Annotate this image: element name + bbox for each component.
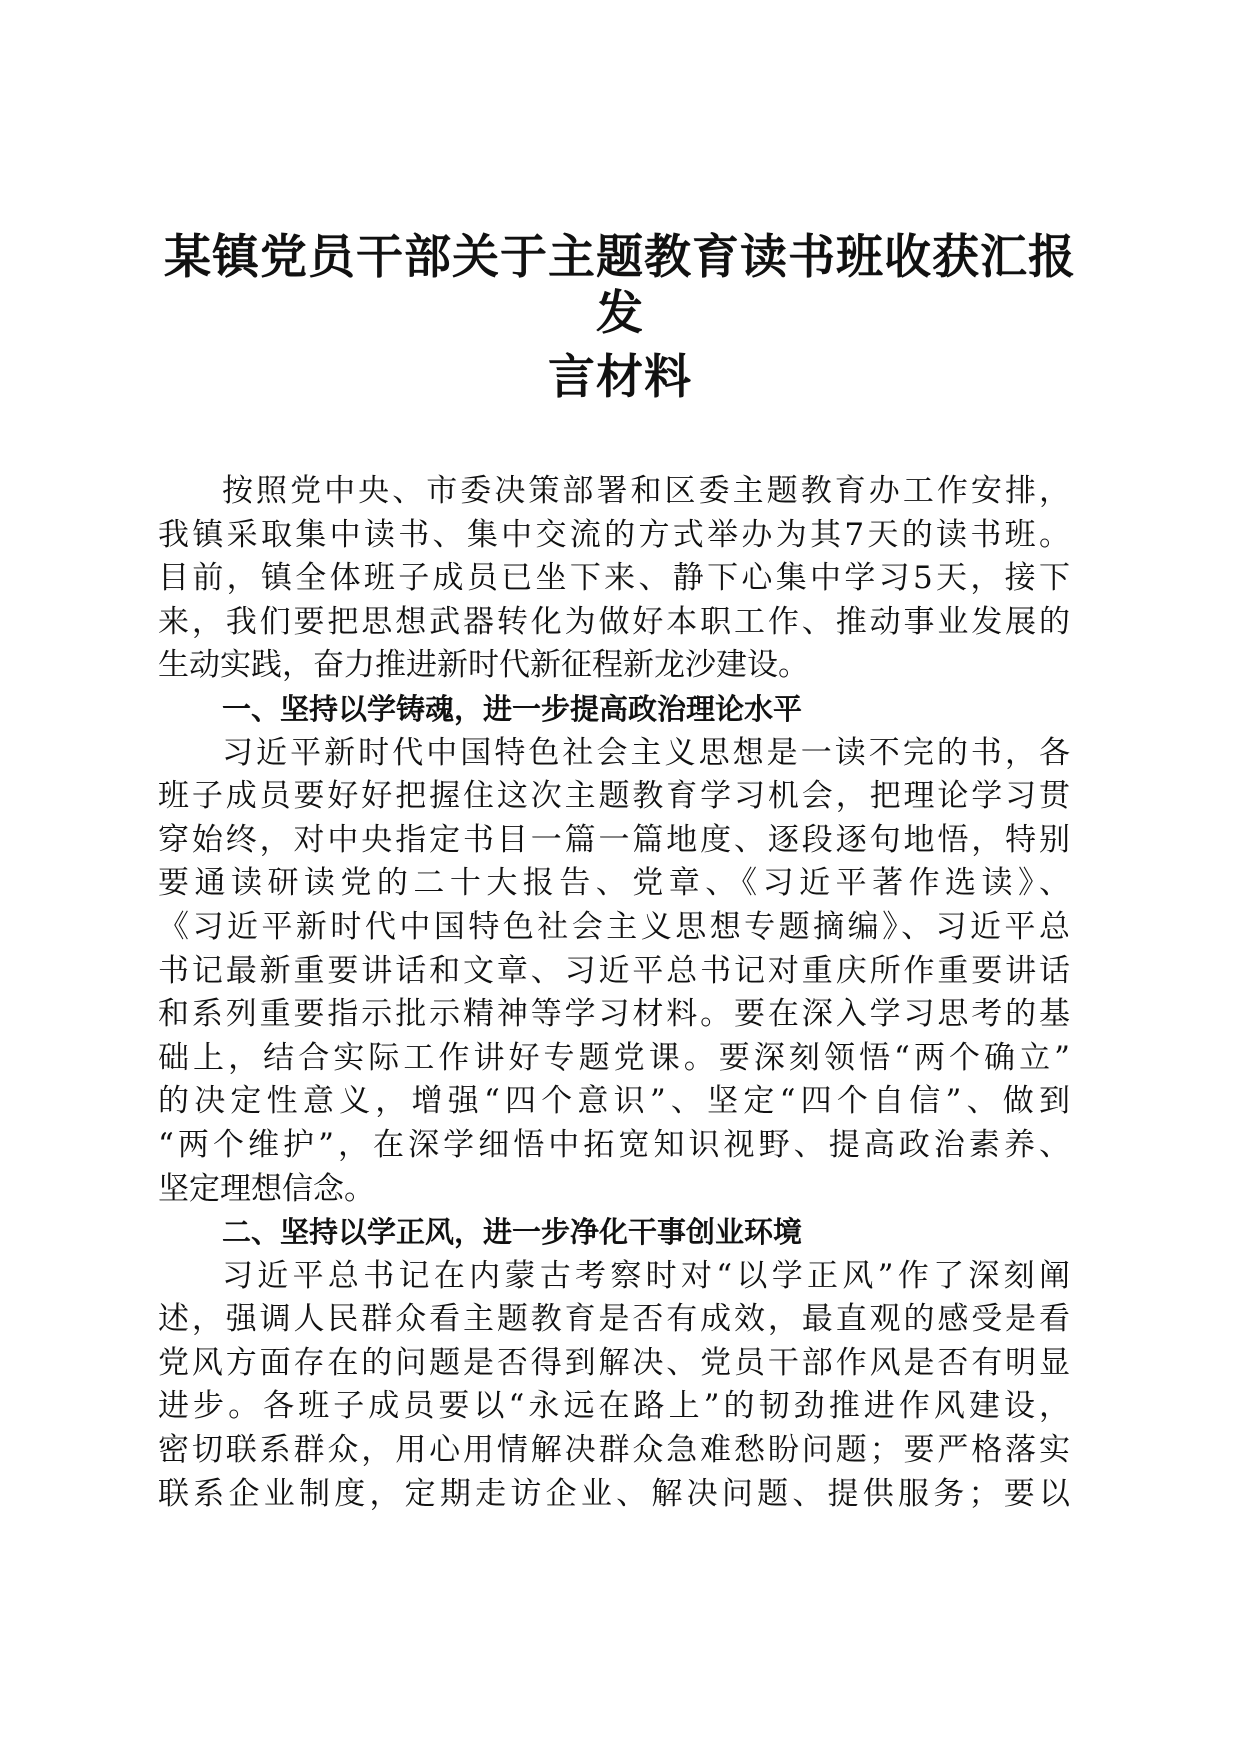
paragraph-1-line: 按照党中央、市委决策部署和区委主题教育办工作安排， [222,473,1070,509]
paragraph-2-line: 础上，结合实际工作讲好专题党课。要深刻领悟“两个确立” [158,1039,1070,1076]
paragraph-2-line: “两个维护”，在深学细悟中拓宽知识视野、提高政治素养、 [158,1126,1070,1163]
paragraph-3-line: 习近平总书记在内蒙古考察时对“以学正风”作了深刻阐 [222,1257,1070,1294]
paragraph-1-line: 来，我们要把思想武器转化为做好本职工作、推动事业发展的 [158,603,1070,640]
section-heading-1: 一、坚持以学铸魂，进一步提高政治理论水平 [222,691,803,726]
paragraph-3-line: 党风方面存在的问题是否得到解决、党员干部作风是否有明显 [158,1344,1070,1381]
paragraph-2-line: 《习近平新时代中国特色社会主义思想专题摘编》、习近平总 [158,908,1070,945]
document-title-line-2: 言材料 [548,350,692,405]
paragraph-2-line: 坚定理想信念。 [158,1170,375,1207]
paragraph-2-line: 要通读研读党的二十大报告、党章、《习近平著作选读》、 [158,865,1070,902]
section-heading-2: 二、坚持以学正风，进一步净化干事创业环境 [222,1215,803,1250]
paragraph-1-line: 目前，镇全体班子成员已坐下来、静下心集中学习5天，接下 [158,560,1070,597]
paragraph-3-line: 述，强调人民群众看主题教育是否有成效，最直观的感受是看 [158,1301,1070,1338]
paragraph-3-line: 联系企业制度，定期走访企业、解决问题、提供服务；要以 [158,1475,1070,1512]
paragraph-2-line: 习近平新时代中国特色社会主义思想是一读不完的书，各 [222,734,1070,771]
paragraph-1-line: 我镇采取集中读书、集中交流的方式举办为其7天的读书班。 [158,516,1070,553]
paragraph-2-line: 和系列重要指示批示精神等学习材料。要在深入学习思考的基 [158,996,1070,1033]
document-title-line-1: 某镇党员干部关于主题教育读书班收获汇报发 [164,230,1076,341]
paragraph-2-line: 穿始终，对中央指定书目一篇一篇地度、逐段逐句地悟，特别 [158,821,1070,858]
paragraph-3-line: 进步。各班子成员要以“永远在路上”的韧劲推进作风建设， [158,1388,1070,1425]
paragraph-1-line: 生动实践，奋力推进新时代新征程新龙沙建设。 [158,647,809,684]
paragraph-2-line: 书记最新重要讲话和文章、习近平总书记对重庆所作重要讲话 [158,952,1070,989]
paragraph-3-line: 密切联系群众，用心用情解决群众急难愁盼问题；要严格落实 [158,1432,1070,1469]
paragraph-2-line: 班子成员要好好把握住这次主题教育学习机会，把理论学习贯 [158,778,1070,815]
paragraph-2-line: 的决定性意义，增强“四个意识”、坚定“四个自信”、做到 [158,1083,1070,1120]
document-body [158,470,1070,1516]
